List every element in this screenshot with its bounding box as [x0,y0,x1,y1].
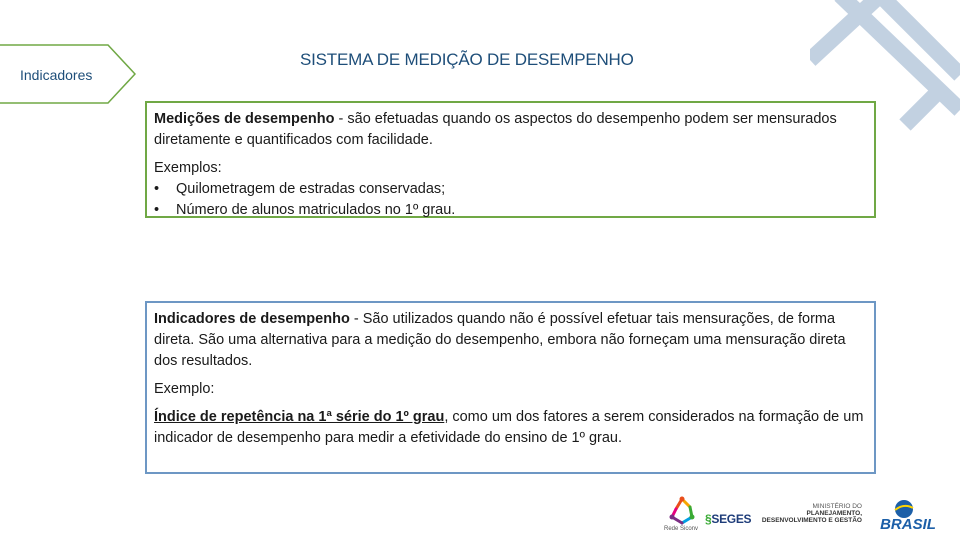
measurement-box [145,101,876,218]
indicators-box [145,301,876,474]
brasil-text: BRASIL [880,516,936,533]
example-item-text: Número de alunos matriculados no 1º grau. [176,202,456,218]
measurement-term: Medições de desempenho [154,111,335,127]
list-item [154,200,867,221]
ministry-line: PLANEJAMENTO, [806,510,862,517]
example-item-text: Quilometragem de estradas conservadas; [176,181,446,197]
indicators-definition [154,309,867,372]
section-tab-label: Indicadores [20,67,93,83]
examples-label: Exemplos: [154,160,222,176]
seges-label: SEGES [711,512,752,526]
example-label: Exemplo: [154,381,215,397]
rede-siconv-label: Rede Siconv [664,526,699,532]
indicators-text: São utilizados quando não é possível efetuar tais mensurações, de forma direta. São uma alternativa para a medição do desempenho, embora não forneçam uma mensuração direta dos resultados. [154,311,846,369]
list-item [154,179,867,200]
measurement-definition [154,109,867,151]
brasil-logo [868,499,948,533]
bullet: • [154,181,160,197]
example-text: , como um dos fatores a serem considerados na formação de um indicador de desempenho para medir a efetividade do ensino de 1º grau. [154,409,864,446]
footer-logos [660,495,960,535]
example-term: Índice de repetência na 1ª série do 1º grau [154,409,445,425]
indicators-term: Indicadores de desempenho [154,311,350,327]
seges-mark-icon: § [705,512,712,526]
measurement-text: são efetuadas quando os aspectos do desempenho podem ser mensurados diretamente e quantificados com facilidade. [154,111,837,148]
bullet: • [154,202,160,218]
example-paragraph [154,407,867,449]
ministry-line: DESENVOLVIMENTO E GESTÃO [761,517,862,524]
ministry-logo [758,503,862,524]
seges-logo [705,512,751,526]
page-title: SISTEMA DE MEDIÇÃO DE DESEMPENHO [300,50,634,69]
ministry-line: MINISTÉRIO DO [812,503,862,510]
indicators-separator: - [349,311,363,327]
measurement-separator: - [334,111,348,127]
